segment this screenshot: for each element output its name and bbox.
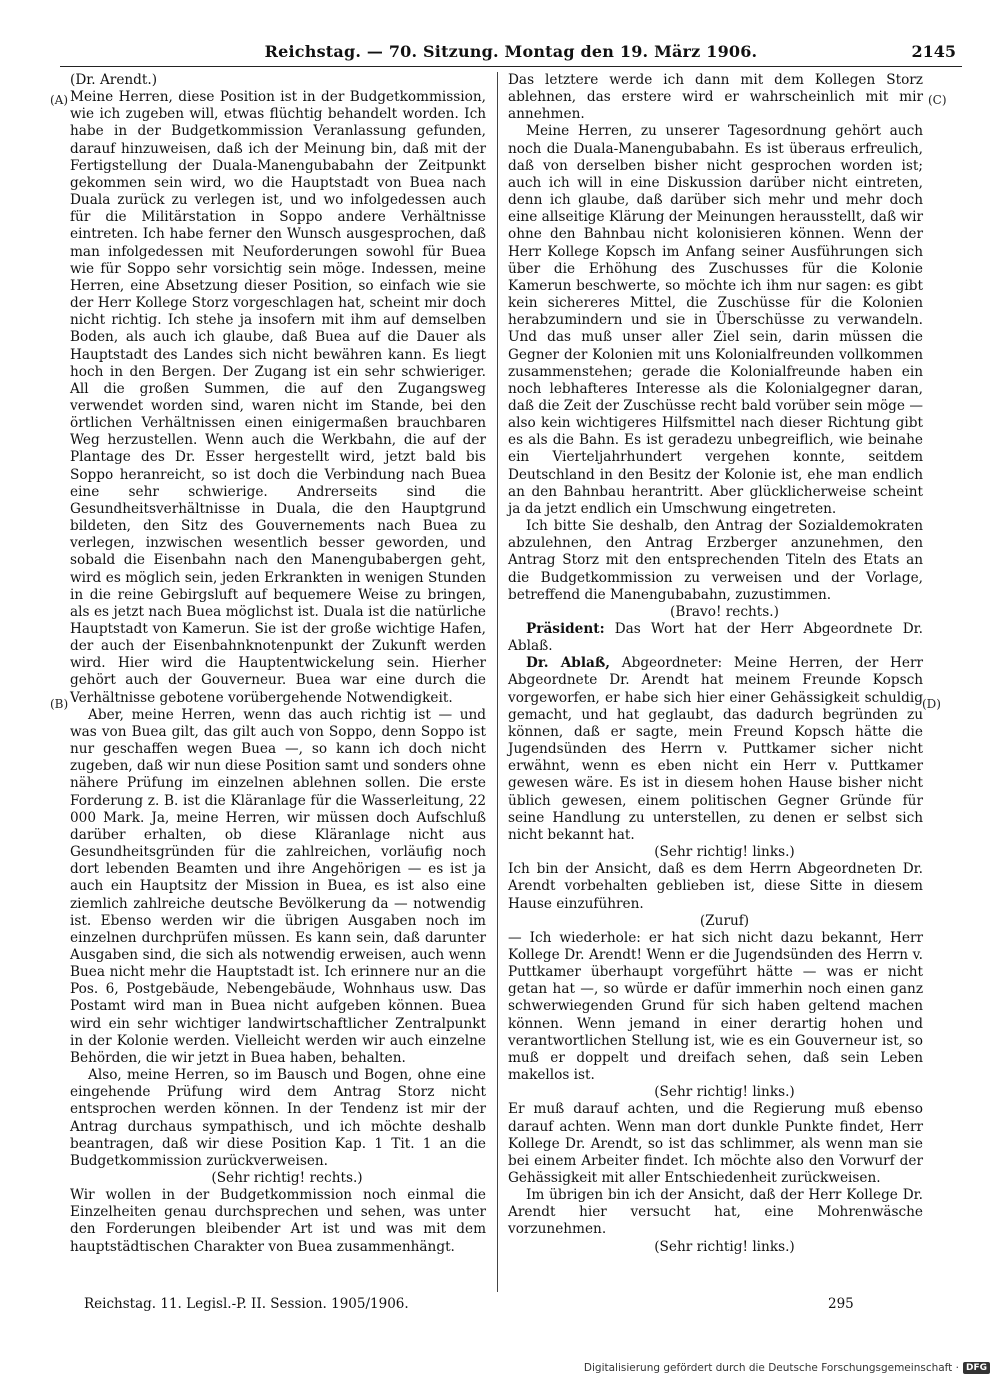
page-header — [60, 40, 962, 67]
footer-session-info: Reichstag. 11. Legisl.-P. II. Session. 1905/1906. — [84, 1296, 409, 1312]
paragraph: Er muß darauf achten, und die Regierung muß ebenso darauf achten. Wenn man dort dunkle Punkte findet, Herr Kollege Dr. Arendt, so ist das schlimmer, als wenn man sie bei einem Arbeiter findet. Ich möchte also den Vorwurf der Gehässigkeit mit aller Entschiedenheit zurückweisen. — [508, 1101, 923, 1186]
paragraph: Meine Herren, zu unserer Tagesordnung gehört auch noch die Duala-Manengubabahn. Es ist überaus erfreulich, daß von derselben bisher nicht gesprochen worden ist; auch ich will in eine Diskussion darüber nicht eintreten, denn ich glaube, daß darüber sich mehr und mehr doch eine allseitige Klärung der Meinungen herausstellt, daß wir ohne den Bahnbau nicht kolonisieren können. Wenn der Herr Kollege Kopsch im Anfang seiner Ausführungen sich über die Erhöhung des Zuschusses für die Kolonie Kamerun beschwerte, so möchte ich ihm nur sagen: es gibt kein sichereres Mittel, die Zuschüsse für die Kolonien herabzumindern und sie in Überschüsse zu verwandeln. Und das muß unser aller Ziel sein, darin müssen die Gegner der Kolonien mit uns Kolonialfreunden vollkommen zusammenstehen; gerade die Kolonialfreunde haben ein noch lebhafteres Interesse als die Kolonialgegner daran, daß die Zeit der Zuschüsse recht bald vorüber sein möge — also kein wichtigeres Hilfsmittel nach dieser Richtung gibt es als die Bahn. Es ist geradezu unbegreiflich, wie beinahe ein Vierteljahrhundert vergehen konnte, seitdem Deutschland in den Besitz der Kolonie ist, ehe man endlich an den Bahnbau herantritt. Aber glücklicherweise scheint ja da jetzt endlich ein Umschwung eingetreten. — [508, 123, 923, 517]
credit-text: Digitalisierung gefördert durch die Deutsche Forschungsgemeinschaft · — [583, 1362, 959, 1374]
speech-opening — [508, 655, 923, 844]
paragraph: Im übrigen bin ich der Ansicht, daß der Herr Kollege Dr. Arendt hier versucht hat, eine Mohrenwäsche vorzunehmen. — [508, 1187, 923, 1238]
paragraph: Wir wollen in der Budgetkommission noch einmal die Einzelheiten genau durchsprechen und sehen, was unter den Forderungen bleibender Art ist und was mit dem hauptstädtischen Charakter von Buea zusammenhängt. — [70, 1187, 486, 1255]
speaker-tag: (Dr. Arendt.) — [70, 72, 158, 88]
interjection: (Sehr richtig! links.) — [654, 1084, 795, 1101]
running-title: Reichstag. — 70. Sitzung. Montag den 19. März 1906. — [264, 42, 758, 61]
column-divider — [497, 72, 498, 1292]
margin-marker-a: (A) — [50, 93, 69, 107]
interjection: (Sehr richtig! links.) — [654, 844, 795, 861]
paragraph: Meine Herren, diese Position ist in der Budgetkommission, wie ich zugeben will, etwas flüchtig behandelt worden. Ich habe in der Budgetkommission Veranlassung gefunden, darauf hinzuweisen, daß ich der Meinung bin, daß mit der Fertigstellung der Duala-Manengubabahn der Zeitpunkt gekommen sein wird, wo die Hauptstadt von Buea nach Duala zurück zu verlegen ist, und wo infolgedessen auch für die Militärstation in Soppo andere Verhältnisse eintreten. Ich habe ferner den Wunsch ausgesprochen, daß man infolgedessen mit Neuforderungen sowohl für Buea wie für Soppo sehr vorsichtig sein möge. Indessen, meine Herren, eine Absetzung dieser Position, so einfach wie sie der Herr Kollege Storz vorgeschlagen hat, scheint mir doch nicht richtig. Ich stehe ja insofern mit ihm auf demselben Boden, als auch ich glaube, daß Buea auf die Dauer als Hauptstadt des Landes sich nicht bewähren kann. Es liegt hoch in den Bergen. Der Zugang ist ein sehr schwieriger. All die großen Summen, die auf den Zugangsweg verwendet worden sind, waren nicht im Stande, bei den örtlichen Verhältnissen einen einigermaßen brauchbaren Weg herzustellen. Wenn auch die Werkbahn, die auf der Plantage des Dr. Esser hergestellt wird, jetzt bald bis Soppo heranreicht, so ist doch die Verbindung nach Buea eine sehr schwierige. Andrerseits sind die Gesundheitsverhältnisse in Duala, die den Hauptgrund bildeten, den Sitz des Gouvernements nach Buea zu verlegen, inzwischen wesentlich besser geworden, und sobald die Eisenbahn nach den Manengubabergen geht, wird es möglich sein, jeden Erkrankten in wenigen Stunden in die reine Gebirgsluft auf bequemere Weise zu bringen, als es jetzt nach Buea möglichst ist. Duala ist die natürliche Hauptstadt von Kamerun. Sie ist der große wichtige Hafen, der auch der Eisenbahnknotenpunkt der Zukunft werden wird. Hier wird die Hauptentwickelung sein. Hierher gehört auch der Gouverneur. Buea war eine durch die Verhältnisse gebotene vorübergehende Notwendigkeit. — [70, 89, 486, 706]
interjection: (Bravo! rechts.) — [670, 603, 779, 620]
speech-text: Abgeordneter: Meine Herren, der Herr Abgeordnete Dr. Arendt hat meinem Freunde Kopsch vorgeworfen, er habe sich hier einer Gehässigkeit schuldig gemacht, und hat geglaubt, das dadurch begründen zu können, daß er sagte, mein Freund Kopsch hätte die Jugendsünden des Herrn v. Puttkamer sicher nicht erwähnt, wenn es eben nicht ein Herr v. Puttkamer gewesen wäre. Es ist in diesem hohen Hause bisher nicht üblich gewesen, einem politischen Gegner Gründe für seine Handlung zu unterstellen, zu denen er selbst sich nicht bekannt hat. — [508, 655, 923, 843]
interjection: (Zuruf) — [699, 912, 750, 929]
president-text: Das Wort hat der Herr Abgeordnete Dr. Ablaß. — [508, 621, 923, 655]
margin-marker-b: (B) — [50, 697, 69, 711]
margin-marker-c: (C) — [928, 93, 947, 107]
interjection: (Sehr richtig! links.) — [654, 1238, 795, 1255]
paragraph: Das letztere werde ich dann mit dem Kollegen Storz ablehnen, das erstere wird er wahrscheinlich mit mir annehmen. — [508, 72, 923, 123]
president-statement — [508, 621, 923, 655]
paragraph: Ich bin der Ansicht, daß es dem Herrn Abgeordneten Dr. Arendt vorbehalten geblieben ist, diese Sitte in diesem Hause einzuführen. — [508, 861, 923, 912]
paragraph: Ich bitte Sie deshalb, den Antrag der Sozialdemokraten abzulehnen, den Antrag Erzberger anzunehmen, den Antrag Storz mit den entsprechenden Titeln des Etats an die Budgetkommission zu verweisen und der Vorlage, betreffend die Manengubabahn, zuzustimmen. — [508, 518, 923, 603]
paragraph: — Ich wiederhole: er hat sich nicht dazu bekannt, Herr Kollege Dr. Arendt! Wenn er die Jugendsünden des Herrn v. Puttkamer überhaupt vorgeführt hätte — was er nicht getan hat —, so würde er dafür immerhin noch einen ganz schwerwiegenden Grund für sich haben geltend machen können. Wenn jemand in einer derartig hohen und verantwortlichen Stellung ist, wie es ein Gouverneur ist, so muß er doppelt und dreifach sehen, daß sein Leben makellos ist. — [508, 929, 923, 1084]
page-number: 2145 — [911, 42, 956, 61]
digitization-credit — [584, 1362, 990, 1374]
interjection: (Sehr richtig! rechts.) — [211, 1170, 363, 1186]
left-column — [70, 72, 486, 1256]
dfg-logo: DFG — [963, 1362, 990, 1374]
speaker-name: Dr. Ablaß, — [526, 655, 610, 672]
paragraph: Aber, meine Herren, wenn das auch richtig ist — und was von Buea gilt, das gilt auch von Soppo, denn Soppo ist nur geschaffen wegen Buea —, so kann ich doch nicht zugeben, daß wir nun diese Position samt und sonders ohne nähere Prüfung im einzelnen ablehnen sollen. Die erste Forderung z. B. ist die Kläranlage für die Wasserleitung, 22 000 Mark. Ja, meine Herren, wir müssen doch Aufschluß darüber erhalten, ob diese Kläranlage nicht aus Gesundheitsgründen für die zahlreichen, vorläufig noch dort lebenden Beamten und ihre Angehörigen — es ist ja auch ein Hauptsitz der Mission in Buea, es ist also eine ziemlich zahlreiche deutsche Bevölkerung da — notwendig ist. Ebenso werden wir die übrigen Ausgaben noch im einzelnen durchprüfen müssen. Es kann sein, daß darunter Ausgaben sind, die sich als notwendig erweisen, auch wenn Buea nicht mehr die Hauptstadt ist. Ich erinnere nur an die Pos. 6, Postgebäude, Nebengebäude, Wohnhaus usw. Das Postamt wird man in Buea nicht aufgeben können. Buea wird ein sehr wichtiger landwirtschaftlicher Zentralpunkt in der Kolonie werden. Vielleicht werden wir auch einzelne Behörden, die wir jetzt in Buea haben, behalten. — [70, 706, 486, 1066]
president-label: Präsident: — [526, 621, 605, 637]
margin-marker-d: (D) — [922, 697, 941, 711]
footer-sheet-number: 295 — [828, 1296, 854, 1312]
right-column — [508, 72, 923, 1256]
paragraph: Also, meine Herren, so im Bausch und Bogen, ohne eine eingehende Prüfung wird dem Antrag Storz nicht entsprochen werden können. In der Tendenz ist mir der Antrag durchaus sympathisch, und ich möchte deshalb beantragen, daß wir diese Position Kap. 1 Tit. 1 an die Budgetkommission zurückverweisen. — [70, 1067, 486, 1169]
